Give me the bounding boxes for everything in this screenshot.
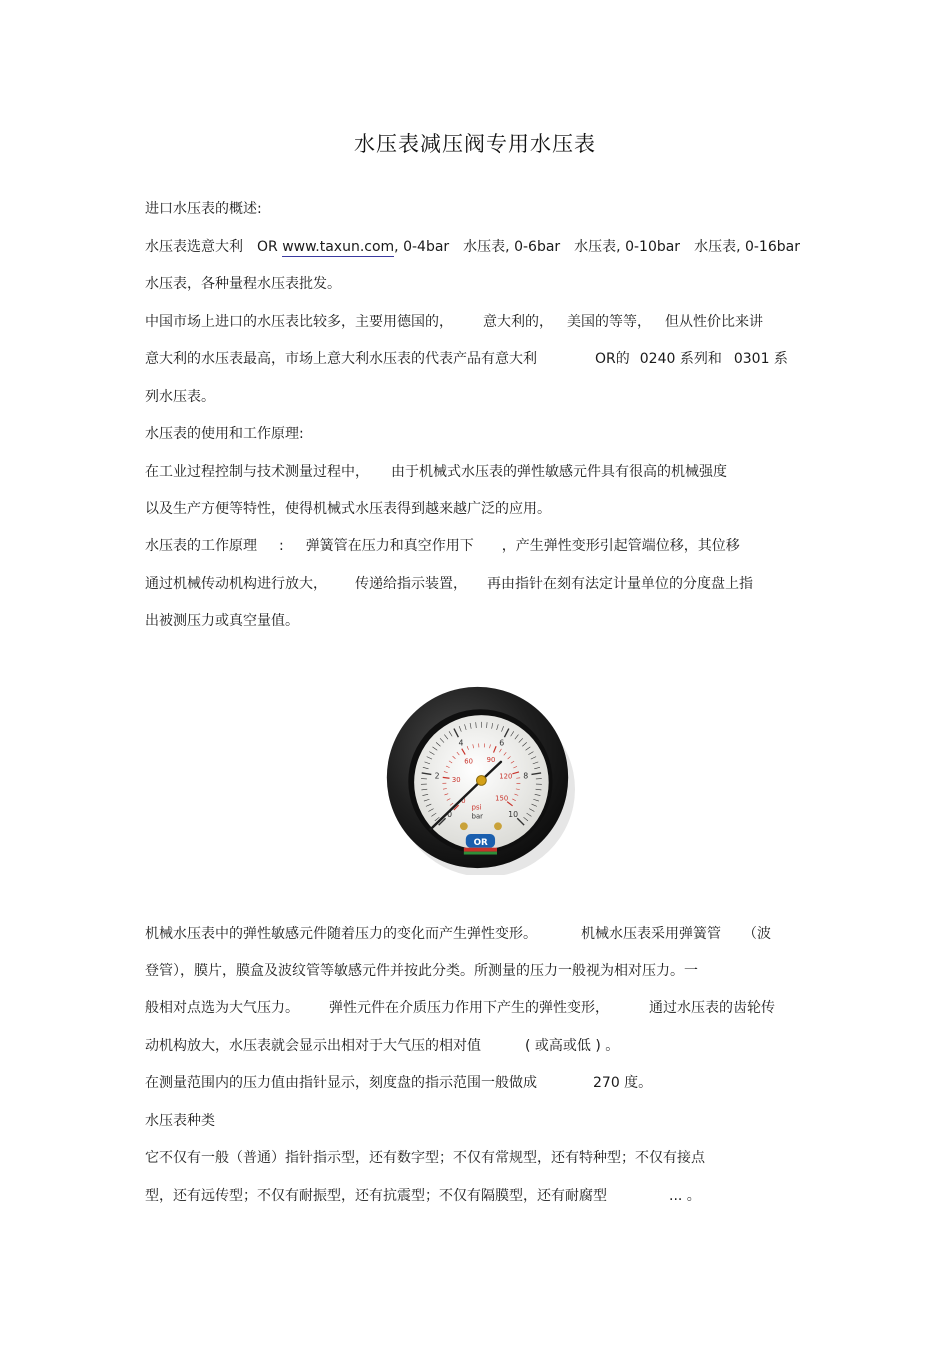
text: 水压表，各种量程水压表批发。 [145,276,341,292]
psi-tick-label: 120 [499,772,513,781]
text: OR的 [595,351,630,367]
text: 机械水压表采用弹簧管 [581,926,721,942]
text: 通过机械传动机构进行放大， [145,576,327,592]
section-heading-types [145,1111,215,1131]
text: 通过水压表的齿轮传 [649,1000,775,1016]
text: 0240 系列和 [639,351,722,367]
psi-tick-label: 90 [486,755,496,764]
page-title: 水压表减压阀专用水压表 [354,132,596,156]
psi-tick-label: 30 [451,776,461,785]
text-line [145,237,800,257]
text: OR [257,239,278,255]
text: 水压表, 0-6bar [463,239,561,255]
unit-bar: bar [471,812,483,821]
text: 般相对点选为大气压力。 [145,1000,299,1016]
screw-right [494,822,502,830]
text: 在工业过程控制与技术测量过程中， [145,464,369,480]
text-line [145,924,771,944]
bar-tick-label: 2 [434,771,440,781]
psi-tick-label: 150 [495,794,509,803]
psi-tick-label: 60 [464,757,473,766]
bar-tick-label: 8 [523,771,529,781]
text: 270 度。 [593,1075,653,1091]
text: 型，还有远传型；不仅有耐振型，还有抗震型；不仅有隔膜型，还有耐腐型 [145,1188,607,1204]
text: 机械水压表中的弹性敏感元件随着压力的变化而产生弹性变形。 [145,926,537,942]
text-line [145,1186,701,1206]
text: , 0-4bar [394,239,450,255]
text: 以及生产方便等特性，使得机械式水压表得到越来越广泛的应用。 [145,501,551,517]
text: 意大利的水压表最高，市场上意大利水压表的代表产品有意大利 [145,351,537,367]
text: 但从性价比来讲 [665,314,763,330]
unit-psi: psi [471,803,482,812]
text-line [145,312,763,332]
text: 美国的等等， [567,314,651,330]
text-line [145,274,341,294]
text-line [145,499,551,519]
text: 水压表, 0-16bar [694,239,800,255]
bar-tick-label: 0 [447,810,453,820]
text: 由于机械式水压表的弹性敏感元件具有很高的机械强度 [391,464,727,480]
text-line [145,387,215,407]
psi-tick-label: 0 [461,797,466,806]
text: ，产生弹性变形引起管端位移，其位移 [501,538,740,554]
text: 水压表的工作原理 [145,538,257,554]
text: : [279,538,284,554]
text-line [145,961,698,981]
text: 0301 系 [733,351,788,367]
text-line [145,1148,705,1168]
text-line [145,574,753,594]
text: 出被测压力或真空量值。 [145,613,299,629]
text: 意大利的， [483,314,553,330]
text: 进口水压表的概述: [145,201,262,217]
screw-left [460,822,468,830]
section-heading-overview [145,199,262,219]
text: 登管），膜片，膜盒及波纹管等敏感元件并按此分类。所测量的压力一般视为相对压力。一 [145,963,698,979]
text-line [145,536,740,556]
text: 弹性元件在介质压力作用下产生的弹性变形， [329,1000,609,1016]
text-line [145,462,727,482]
section-heading-principle [145,424,304,444]
text: 水压表选意大利 [145,239,243,255]
text: 传递给指示装置， [355,576,467,592]
bar-tick-label: 10 [508,810,519,820]
text: 水压表, 0-10bar [574,239,681,255]
text-line [145,998,775,1018]
text: 在测量范围内的压力值由指针显示，刻度盘的指示范围一般做成 [145,1075,537,1091]
text: 中国市场上进口的水压表比较多，主要用德国的， [145,314,453,330]
text: 动机构放大，水压表就会显示出相对于大气压的相对值 [145,1038,481,1054]
text: 水压表种类 [145,1113,215,1129]
svg-text:OR: OR [473,837,488,848]
text: 弹簧管在压力和真空作用下 [305,538,474,554]
text-line [145,611,299,631]
bar-tick-label: 4 [458,738,464,748]
text: 列水压表。 [145,389,215,405]
taxun-link[interactable]: www.taxun.com [282,239,395,255]
bar-tick-label: 6 [499,738,505,748]
text-line [145,349,788,369]
gauge-hub [477,776,487,786]
text: ( 或高或低 ) 。 [525,1038,620,1054]
text: （波 [743,926,771,942]
text-line [145,1036,619,1056]
brand-logo [464,834,497,854]
text: 它不仅有一般（普通）指针指示型，还有数字型；不仅有常规型，还有特种型；不仅有接点 [145,1150,705,1166]
text-line [145,1073,652,1093]
text: ... 。 [669,1188,701,1204]
text: 水压表的使用和工作原理: [145,426,304,442]
pressure-gauge-image [380,680,575,875]
text: 再由指针在刻有法定计量单位的分度盘上指 [487,576,753,592]
